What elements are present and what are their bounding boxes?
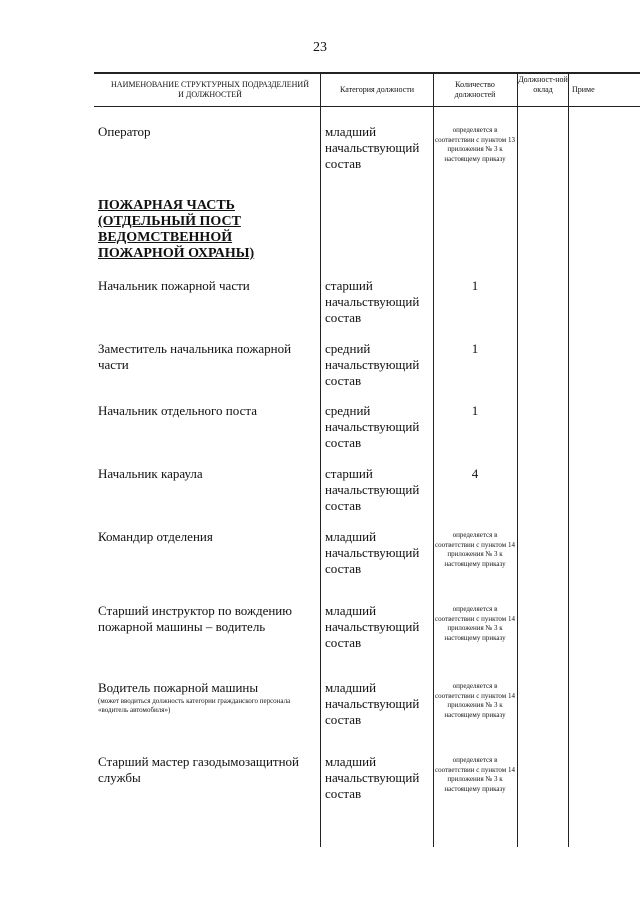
position-quantity: определяется в соответствии с пунктом 14 приложения № 3 к настоящему приказу bbox=[435, 756, 515, 793]
position-quantity: 4 bbox=[471, 466, 479, 481]
position-quantity: определяется в соответствии с пунктом 13 приложения № 3 к настоящему приказу bbox=[435, 126, 515, 163]
header-notes-column: Приме bbox=[572, 85, 595, 94]
position-name: Начальник пожарной части bbox=[98, 278, 250, 293]
position-quantity: 1 bbox=[471, 403, 479, 418]
position-category: младший начальствующий состав bbox=[325, 754, 420, 801]
column-divider-2 bbox=[433, 72, 434, 847]
column-divider-1 bbox=[320, 72, 321, 847]
position-quantity: 1 bbox=[471, 278, 479, 293]
position-name: Оператор bbox=[98, 124, 151, 139]
position-quantity: определяется в соответствии с пунктом 14 приложения № 3 к настоящему приказу bbox=[435, 531, 515, 568]
position-quantity: определяется в соответствии с пунктом 14 приложения № 3 к настоящему приказу bbox=[435, 682, 515, 719]
page-number: 23 bbox=[313, 40, 327, 55]
position-category: старший начальствующий состав bbox=[325, 466, 420, 513]
header-category-column: Категория должности bbox=[340, 85, 414, 94]
position-name: Водитель пожарной машины (может вводиться должность категории гражданского персонала «водитель автомобиля») bbox=[98, 680, 316, 715]
position-category: старший начальствующий состав bbox=[325, 278, 420, 325]
column-divider-3 bbox=[517, 72, 518, 847]
position-category: средний начальствующий состав bbox=[325, 341, 420, 388]
position-category: младший начальствующий состав bbox=[325, 603, 420, 650]
position-name: Начальник отдельного поста bbox=[98, 403, 257, 418]
position-category: младший начальствующий состав bbox=[325, 529, 420, 576]
header-quantity-column: Количество должностей bbox=[454, 80, 496, 99]
position-quantity: 1 bbox=[471, 341, 479, 356]
position-note: (может вводиться должность категории гражданского персонала «водитель автомобиля») bbox=[98, 697, 291, 714]
table-top-border bbox=[94, 72, 640, 74]
position-category: младший начальствующий состав bbox=[325, 680, 420, 727]
position-name: Командир отделения bbox=[98, 529, 213, 544]
department-heading: ПОЖАРНАЯ ЧАСТЬ (ОТДЕЛЬНЫЙ ПОСТ ВЕДОМСТВЕННОЙ ПОЖАРНОЙ ОХРАНЫ) bbox=[98, 198, 255, 261]
header-bottom-border bbox=[94, 106, 640, 107]
header-salary-column: Должност-ной оклад bbox=[518, 75, 568, 94]
position-category: младший начальствующий состав bbox=[325, 124, 420, 171]
header-name-column: НАИМЕНОВАНИЕ СТРУКТУРНЫХ ПОДРАЗДЕЛЕНИЙ И ДОЛЖНОСТЕЙ bbox=[111, 80, 309, 99]
position-name: Заместитель начальника пожарной части bbox=[98, 341, 292, 372]
column-divider-4 bbox=[568, 72, 569, 847]
position-name: Начальник караула bbox=[98, 466, 203, 481]
position-quantity: определяется в соответствии с пунктом 14 приложения № 3 к настоящему приказу bbox=[435, 605, 515, 642]
position-category: средний начальствующий состав bbox=[325, 403, 420, 450]
position-name: Старший мастер газодымозащитной службы bbox=[98, 754, 299, 785]
position-name: Старший инструктор по вождению пожарной машины – водитель bbox=[98, 603, 292, 634]
